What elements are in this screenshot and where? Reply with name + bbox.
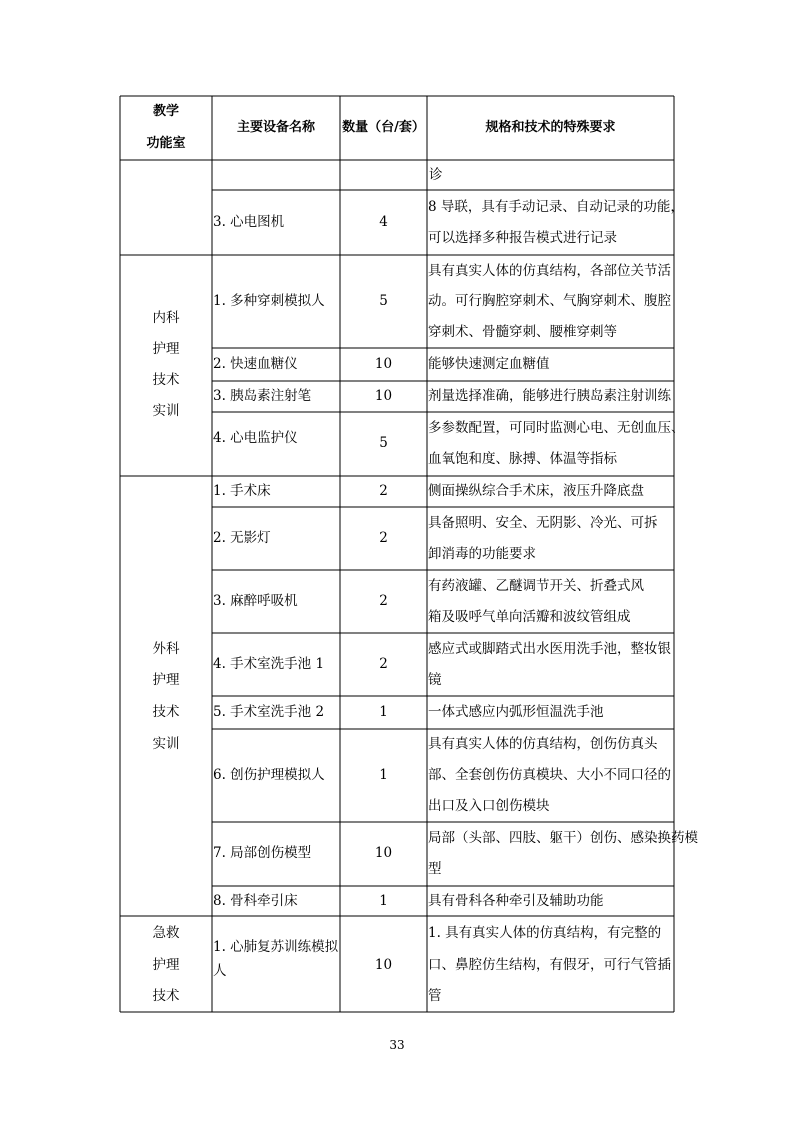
table-row-spec: 可以选择多种报告模式进行记录 bbox=[428, 230, 617, 246]
table-row-qty: 2 bbox=[379, 483, 388, 499]
table-row-spec: 剂量选择准确，能够进行胰岛素注射训练 bbox=[428, 388, 671, 404]
table-row-name: 2. 快速血糖仪 bbox=[213, 356, 298, 372]
table-row-spec: 镜 bbox=[428, 672, 442, 688]
table-row-qty: 10 bbox=[374, 845, 393, 861]
table-row-spec: 感应式或脚踏式出水医用洗手池，整妆银 bbox=[428, 641, 671, 657]
page-number: 33 bbox=[389, 1038, 405, 1052]
table-row-name: 人 bbox=[213, 963, 227, 979]
table-row-name: 3. 胰岛素注射笔 bbox=[213, 388, 312, 404]
room-label-surgical-line: 实训 bbox=[152, 736, 180, 752]
table-row-spec: 具有真实人体的仿真结构，各部位关节活 bbox=[428, 263, 671, 279]
table-row-qty: 2 bbox=[379, 530, 388, 546]
table-row-spec: 穿刺术、骨髓穿刺、腰椎穿刺等 bbox=[428, 324, 617, 340]
table-row-name: 2. 无影灯 bbox=[213, 530, 271, 546]
table-row-qty: 10 bbox=[374, 388, 393, 404]
table-row-name: 1. 手术床 bbox=[213, 483, 271, 499]
table-row-qty: 1 bbox=[379, 893, 388, 909]
table-row-qty: 10 bbox=[374, 356, 393, 372]
room-label-emergency-line: 技术 bbox=[152, 988, 180, 1004]
table-row-spec: 卸消毒的功能要求 bbox=[428, 546, 536, 562]
table-row-name: 7. 局部创伤模型 bbox=[213, 845, 312, 861]
header-spec: 规格和技术的特殊要求 bbox=[485, 120, 616, 135]
table-row-qty: 4 bbox=[379, 214, 388, 230]
header-room-line1: 教学 bbox=[152, 104, 179, 119]
table-row-name: 8. 骨科牵引床 bbox=[213, 893, 298, 909]
table-row-spec: 血氧饱和度、脉搏、体温等指标 bbox=[428, 451, 617, 467]
table-row-qty: 1 bbox=[379, 704, 388, 720]
header-qty: 数量（台/套） bbox=[342, 120, 425, 135]
table-row-spec: 侧面操纵综合手术床，液压升降底盘 bbox=[428, 483, 644, 499]
table-row-qty: 10 bbox=[374, 957, 393, 973]
table-row-name: 6. 创伤护理模拟人 bbox=[213, 767, 325, 783]
room-label-surgical-line: 外科 bbox=[152, 641, 180, 657]
header-name: 主要设备名称 bbox=[236, 120, 315, 135]
table-row-spec: 具有真实人体的仿真结构，创伤仿真头 bbox=[428, 736, 658, 752]
table-row-name: 3. 心电图机 bbox=[213, 214, 285, 230]
table-row-name: 4. 手术室洗手池 1 bbox=[213, 656, 325, 672]
table-row-name: 5. 手术室洗手池 2 bbox=[213, 704, 325, 720]
room-label-internal-line: 护理 bbox=[152, 341, 180, 357]
room-label-emergency-line: 急救 bbox=[152, 925, 180, 941]
room-label-surgical-line: 护理 bbox=[152, 672, 180, 688]
table-row-name: 4. 心电监护仪 bbox=[213, 430, 298, 446]
table-row-spec: 管 bbox=[428, 988, 442, 1004]
header-room-line2: 功能室 bbox=[146, 136, 186, 151]
table-row-spec: 部、全套创伤仿真模块、大小不同口径的 bbox=[428, 767, 671, 783]
table-row-spec: 一体式感应内弧形恒温洗手池 bbox=[428, 704, 604, 720]
table-row-spec: 8 导联，具有手动记录、自动记录的功能， bbox=[428, 199, 684, 215]
table-row-qty: 5 bbox=[379, 293, 388, 309]
table-row-spec: 多参数配置，可同时监测心电、无创血压、 bbox=[428, 420, 685, 436]
room-label-internal-line: 实训 bbox=[152, 403, 180, 419]
table-row-spec: 具备照明、安全、无阴影、冷光、可拆 bbox=[428, 515, 658, 531]
table-row-qty: 2 bbox=[379, 593, 388, 609]
table-row-qty: 5 bbox=[379, 435, 388, 451]
table-row-spec: 1. 具有真实人体的仿真结构，有完整的 bbox=[428, 925, 662, 941]
table-row-spec: 动。可行胸腔穿刺术、气胸穿刺术、腹腔 bbox=[428, 293, 671, 309]
table-row-spec: 型 bbox=[428, 861, 442, 877]
table-row-spec: 箱及吸呼气单向活瓣和波纹管组成 bbox=[428, 609, 631, 625]
room-label-internal-line: 内科 bbox=[152, 310, 180, 326]
table-row-spec: 口、鼻腔仿生结构，有假牙，可行气管插 bbox=[428, 957, 671, 973]
table-row-spec: 局部（头部、四肢、躯干）创伤、感染换药模 bbox=[428, 830, 698, 846]
table-row-qty: 1 bbox=[379, 767, 388, 783]
table-row-spec: 具有骨科各种牵引及辅助功能 bbox=[428, 893, 604, 909]
table-row-spec: 有药液罐、乙醚调节开关、折叠式风 bbox=[428, 578, 644, 594]
room-label-emergency-line: 护理 bbox=[152, 957, 180, 973]
table-row-spec: 能够快速测定血糖值 bbox=[428, 356, 550, 372]
table-row-spec: 出口及入口创伤模块 bbox=[428, 798, 550, 814]
table-row-name: 1. 多种穿刺模拟人 bbox=[213, 293, 325, 309]
table-row-qty: 2 bbox=[379, 656, 388, 672]
table-row-spec: 诊 bbox=[429, 167, 443, 183]
table-row-name: 1. 心肺复苏训练模拟 bbox=[213, 939, 339, 955]
table-row-name: 3. 麻醉呼吸机 bbox=[213, 593, 298, 609]
room-label-surgical-line: 技术 bbox=[152, 704, 180, 720]
room-label-internal-line: 技术 bbox=[152, 372, 180, 388]
